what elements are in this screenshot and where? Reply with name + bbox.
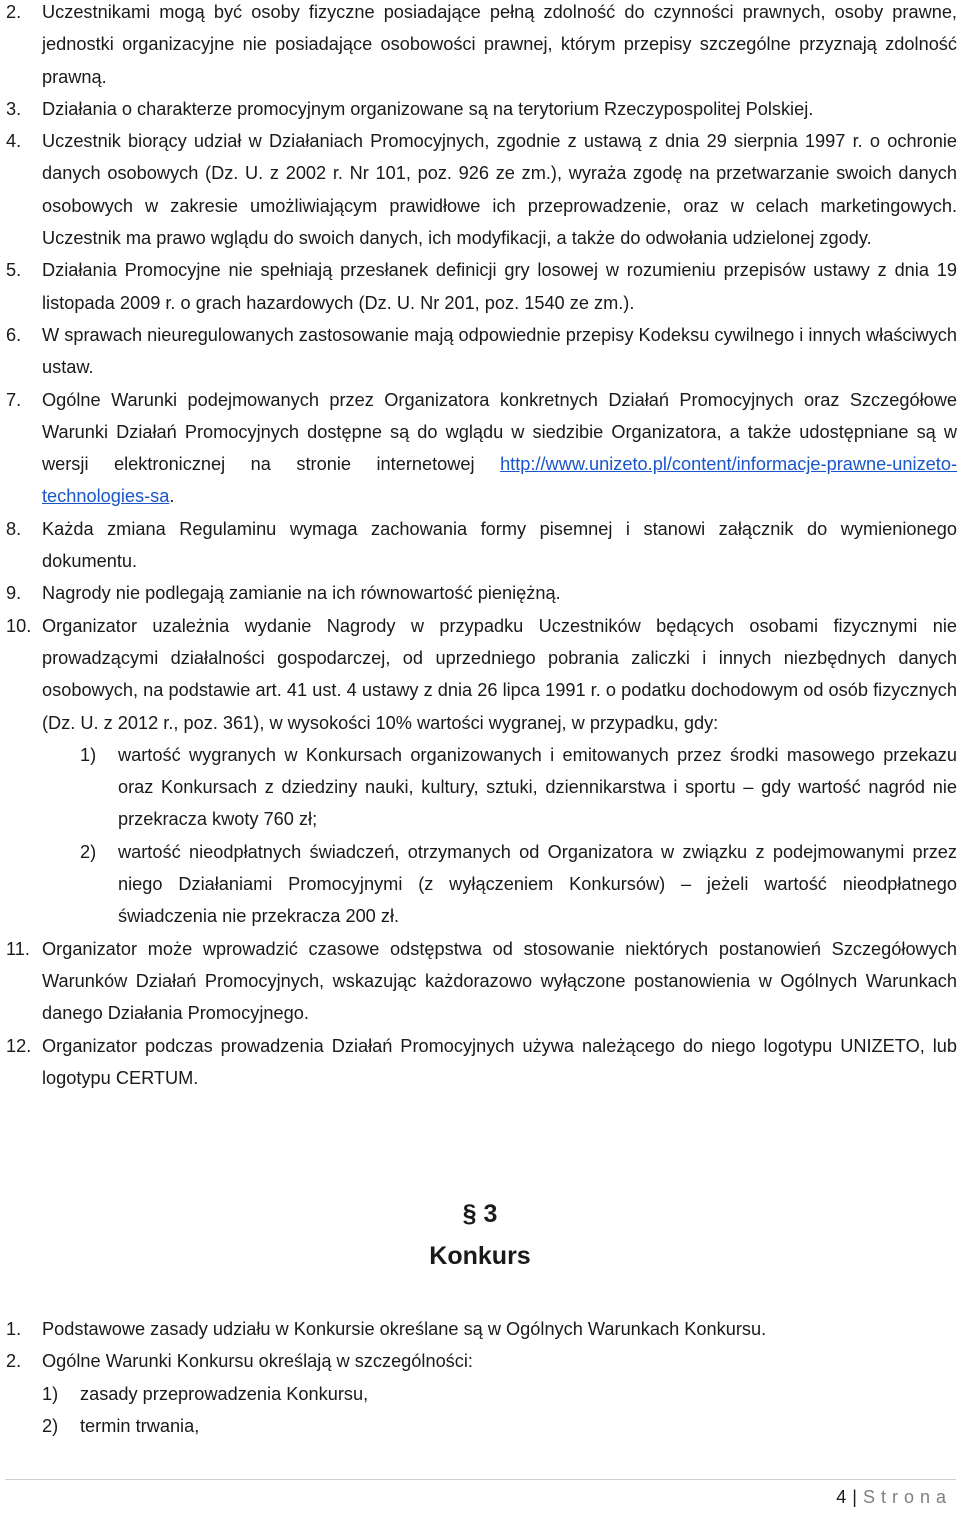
terms-link[interactable]: http://www.unizeto.pl/content/informacje-prawne-unizeto-technologies-sa (42, 454, 957, 507)
list-item-8 (0, 513, 957, 578)
footer-separator: | (852, 1487, 857, 1507)
list-item-4 (0, 125, 957, 254)
item-text: Każda zmiana Regulaminu wymaga zachowania formy pisemnej i stanowi załącznik do wymienionego dokumentu. (42, 518, 957, 572)
section-number: § 3 (462, 1200, 498, 1228)
sub-item-text: zasady przeprowadzenia Konkursu, (80, 1383, 369, 1404)
item-number: 6. (6, 324, 22, 345)
item-text: W sprawach nieuregulowanych zastosowanie mają odpowiednie przepisy Kodeksu cywilnego i innych właściwych ustaw. (42, 324, 957, 378)
item-text: Działania o charakterze promocyjnym organizowane są na terytorium Rzeczypospolitej Polskiej. (42, 98, 814, 119)
konkurs-sub-item-1 (0, 1378, 957, 1410)
sub-item-text: wartość wygranych w Konkursach organizowanych i emitowanych przez środki masowego przekazu oraz Konkursach z dziedziny nauki, kultury, sztuki, dziennikarstwa i sportu – gdy wartość nagród nie przekracza kwoty 760 zł; (118, 744, 957, 830)
item-text: Organizator podczas prowadzenia Działań Promocyjnych używa należącego do niego logotypu UNIZETO, lub logotypu CERTUM. (42, 1035, 957, 1088)
item-number: 4. (6, 131, 22, 152)
list-item-12 (0, 1030, 957, 1095)
list-item-9 (0, 577, 957, 609)
footer-divider (5, 1479, 956, 1480)
sub-item-number: 2) (42, 1415, 59, 1436)
sub-item-number: 1) (42, 1383, 59, 1404)
item-number: 1. (6, 1319, 22, 1339)
item-text: Organizator uzależnia wydanie Nagrody w przypadku Uczestników będących osobami fizycznymi nie prowadzącymi działalności gospodarczej, od uprzedniego pobrania zaliczki i innych niezbędnych danych osobowych, na podstawie art. 41 ust. 4 ustawy z dnia 26 lipca 1991 r. o podatku dochodowym od osób fizycznych (Dz. U. z 2012 r., poz. 361), w wysokości 10% wartości wygranej, w przypadku, gdy: (42, 615, 957, 733)
list-item-10 (0, 610, 957, 739)
item-number: 9. (6, 583, 22, 604)
sub-item-number: 2) (80, 841, 97, 862)
item-text: Uczestnik biorący udział w Działaniach Promocyjnych, zgodnie z ustawą z dnia 29 sierpnia 1997 r. o ochronie danych osobowych (Dz. U. z 2002 r. Nr 101, poz. 926 ze zm.), wyraża zgodę na przetwarzanie swoich danych osobowych w zakresie umożliwiającym prawidłowe ich przeprowadzenie, oraz w celach marketingowych. Uczestnik ma prawo wglądu do swoich danych, ich modyfikacji, a także do odwołania udzielonej zgody. (42, 131, 957, 249)
item-text: Organizator może wprowadzić czasowe odstępstwa od stosowanie niektórych postanowień Szczegółowych Warunków Działań Promocyjnych, wskazując każdorazowo wyłączone postanowienia w Ogólnych Warunkach danego Działania Promocyjnego. (42, 938, 957, 1024)
page-footer (836, 1485, 952, 1509)
sub-item-10-1 (0, 739, 957, 836)
page-word: Strona (862, 1487, 952, 1507)
item-number: 7. (6, 389, 22, 410)
sub-item-text: termin trwania, (80, 1415, 200, 1436)
konkurs-item-1 (0, 1313, 957, 1345)
list-item-6 (0, 319, 957, 384)
item-number: 2. (6, 1351, 22, 1372)
item-number: 11. (6, 938, 30, 959)
item-text: Nagrody nie podlegają zamianie na ich równowartość pieniężną. (42, 583, 561, 604)
section-title: Konkurs (429, 1242, 531, 1270)
list-item-11 (0, 933, 957, 1030)
item-number: 5. (6, 260, 22, 281)
konkurs-item-2 (0, 1345, 957, 1377)
list-item-7 (0, 384, 957, 513)
item-number: 10. (6, 615, 32, 636)
item-number: 8. (6, 518, 22, 539)
konkurs-list (0, 1313, 957, 1442)
item-text-end: . (169, 486, 175, 507)
sub-item-10-2 (0, 836, 957, 933)
page-number: 4 (836, 1487, 847, 1507)
sub-item-number: 1) (80, 744, 97, 765)
item-text: Działania Promocyjne nie spełniają przesłanek definicji gry losowej w rozumieniu przepisów ustawy z dnia 19 listopada 2009 r. o grach hazardowych (Dz. U. Nr 201, poz. 1540 ze zm.). (42, 260, 957, 313)
item-text: Ogólne Warunki Konkursu określają w szczególności: (42, 1351, 473, 1372)
list-item-2 (0, 0, 957, 93)
item-text: Uczestnikami mogą być osoby fizyczne posiadające pełną zdolność do czynności prawnych, osoby prawne, jednostki organizacyjne nie posiadające osobowości prawnej, którym przepisy szczególne przyznają zdolność prawną. (42, 2, 957, 87)
list-item-5 (0, 254, 957, 319)
item-number: 12. (6, 1035, 32, 1056)
konkurs-sub-item-2 (0, 1410, 957, 1442)
list-item-3 (0, 93, 957, 125)
item-text: Ogólne Warunki podejmowanych przez Organizatora konkretnych Działań Promocyjnych oraz Szczegółowe Warunki Działań Promocyjnych dostępne są do wglądu w siedzibie Organizatora, a także udostępniane są w wersji elektronicznej na stronie internetowej (42, 389, 957, 475)
item-number: 3. (6, 98, 22, 119)
item-number: 2. (6, 2, 22, 22)
sub-item-text: wartość nieodpłatnych świadczeń, otrzymanych od Organizatora w związku z podejmowanymi przez niego Działaniami Promocyjnymi (z wyłączeniem Konkursów) – jeżeli wartość nieodpłatnego świadczenia nie przekracza 200 zł. (118, 841, 957, 927)
item-text: Podstawowe zasady udziału w Konkursie określane są w Ogólnych Warunkach Konkursu. (42, 1319, 767, 1339)
